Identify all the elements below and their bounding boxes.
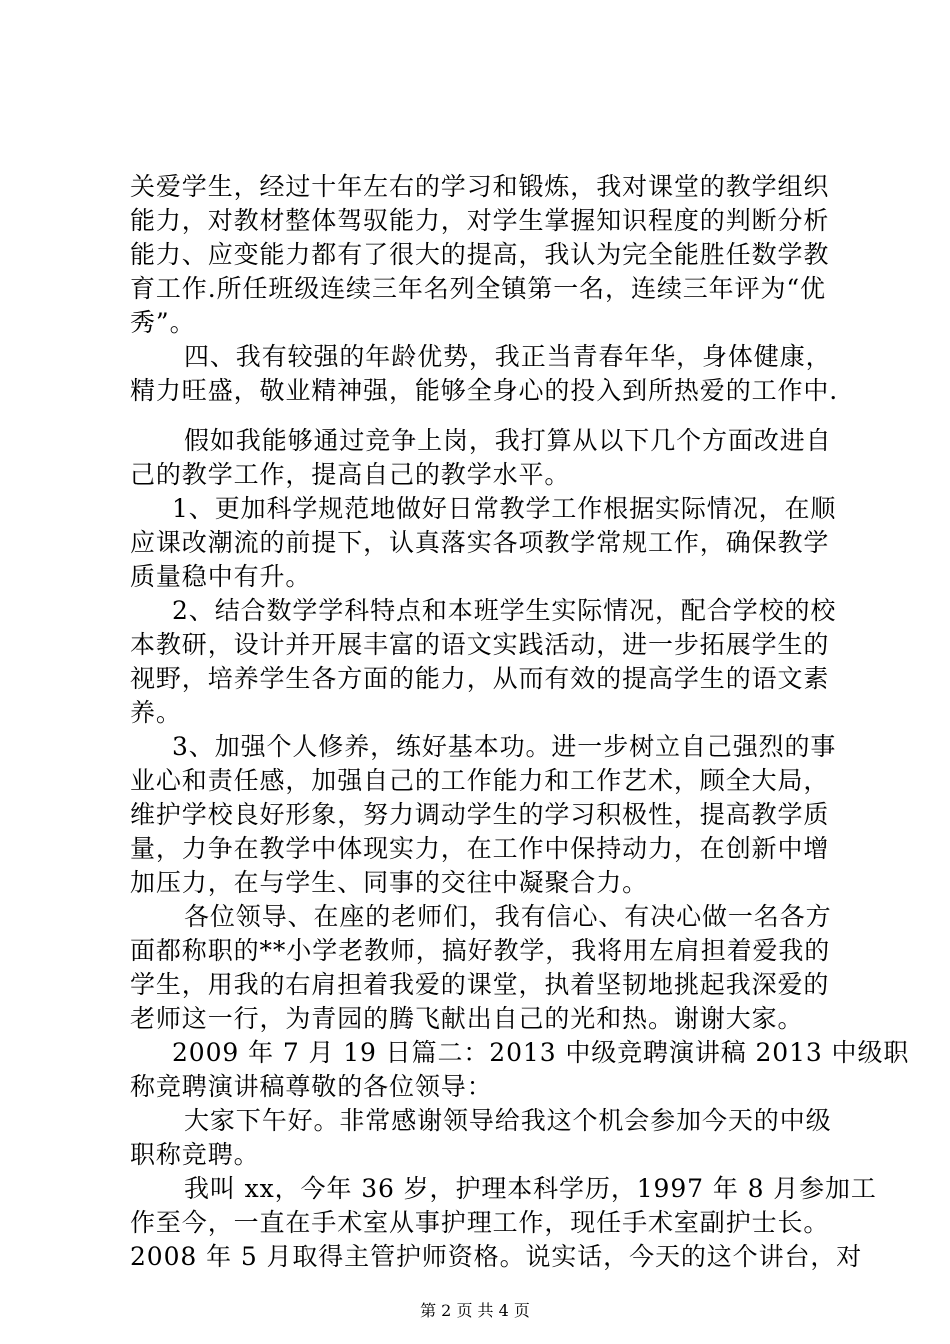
text-line: 育工作.所任班级连续三年名列全镇第一名，连续三年评为“优 — [130, 274, 826, 303]
page-footer: 第 2 页 共 4 页 — [420, 1301, 530, 1320]
text-line: 职称竞聘。 — [130, 1140, 260, 1169]
text-line: 学生，用我的右肩担着我爱的课堂，执着坚韧地挑起我深爱的 — [130, 970, 830, 999]
text-line: 养。 — [130, 698, 182, 727]
text-line: 假如我能够通过竞争上岗，我打算从以下几个方面改进自 — [184, 426, 832, 455]
text-line: 能力，对教材整体驾驭能力，对学生掌握知识程度的判断分析 — [130, 206, 830, 235]
text-line: 1、更加科学规范地做好日常教学工作根据实际情况，在顺 — [172, 494, 837, 523]
text-line: 精力旺盛，敬业精神强，能够全身心的投入到所热爱的工作中. — [130, 376, 839, 405]
text-line: 称竞聘演讲稿尊敬的各位领导： — [130, 1072, 493, 1101]
text-line: 能力、应变能力都有了很大的提高，我认为完全能胜任数学教 — [130, 240, 830, 269]
text-line: 量，力争在教学中体现实力，在工作中保持动力，在创新中增 — [130, 834, 830, 863]
text-line: 秀”。 — [130, 308, 196, 337]
text-line: 四、我有较强的年龄优势，我正当青春年华，身体健康， — [184, 342, 832, 371]
text-line: 面都称职的**小学老教师，搞好教学，我将用左肩担着爱我的 — [130, 936, 831, 965]
text-line: 2008 年 5 月取得主管护师资格。说实话，今天的这个讲台，对 — [130, 1242, 863, 1271]
text-line: 关爱学生，经过十年左右的学习和锻炼，我对课堂的教学组织 — [130, 172, 830, 201]
text-line: 维护学校良好形象，努力调动学生的学习积极性，提高教学质 — [130, 800, 830, 829]
text-line: 老师这一行，为青园的腾飞献出自己的光和热。谢谢大家。 — [130, 1004, 804, 1033]
text-line: 3、加强个人修养，练好基本功。进一步树立自己强烈的事 — [172, 732, 837, 761]
text-line: 我叫 xx，今年 36 岁，护理本科学历，1997 年 8 月参加工 — [184, 1174, 877, 1203]
text-line: 各位领导、在座的老师们，我有信心、有决心做一名各方 — [184, 902, 832, 931]
text-line: 应课改潮流的前提下，认真落实各项教学常规工作，确保教学 — [130, 528, 830, 557]
text-line: 大家下午好。非常感谢领导给我这个机会参加今天的中级 — [184, 1106, 832, 1135]
text-line: 本教研，设计并开展丰富的语文实践活动，进一步拓展学生的 — [130, 630, 830, 659]
text-line: 业心和责任感，加强自己的工作能力和工作艺术，顾全大局， — [130, 766, 830, 795]
text-line: 己的教学工作，提高自己的教学水平。 — [130, 460, 571, 489]
text-line: 2009 年 7 月 19 日篇二：2013 中级竞聘演讲稿 2013 中级职 — [172, 1038, 910, 1067]
text-line: 加压力，在与学生、同事的交往中凝聚合力。 — [130, 868, 649, 897]
text-line: 作至今，一直在手术室从事护理工作，现任手术室副护士长。 — [130, 1208, 830, 1237]
text-line: 视野，培养学生各方面的能力，从而有效的提高学生的语文素 — [130, 664, 830, 693]
text-line: 质量稳中有升。 — [130, 562, 312, 591]
text-line: 2、结合数学学科特点和本班学生实际情况，配合学校的校 — [172, 596, 837, 625]
